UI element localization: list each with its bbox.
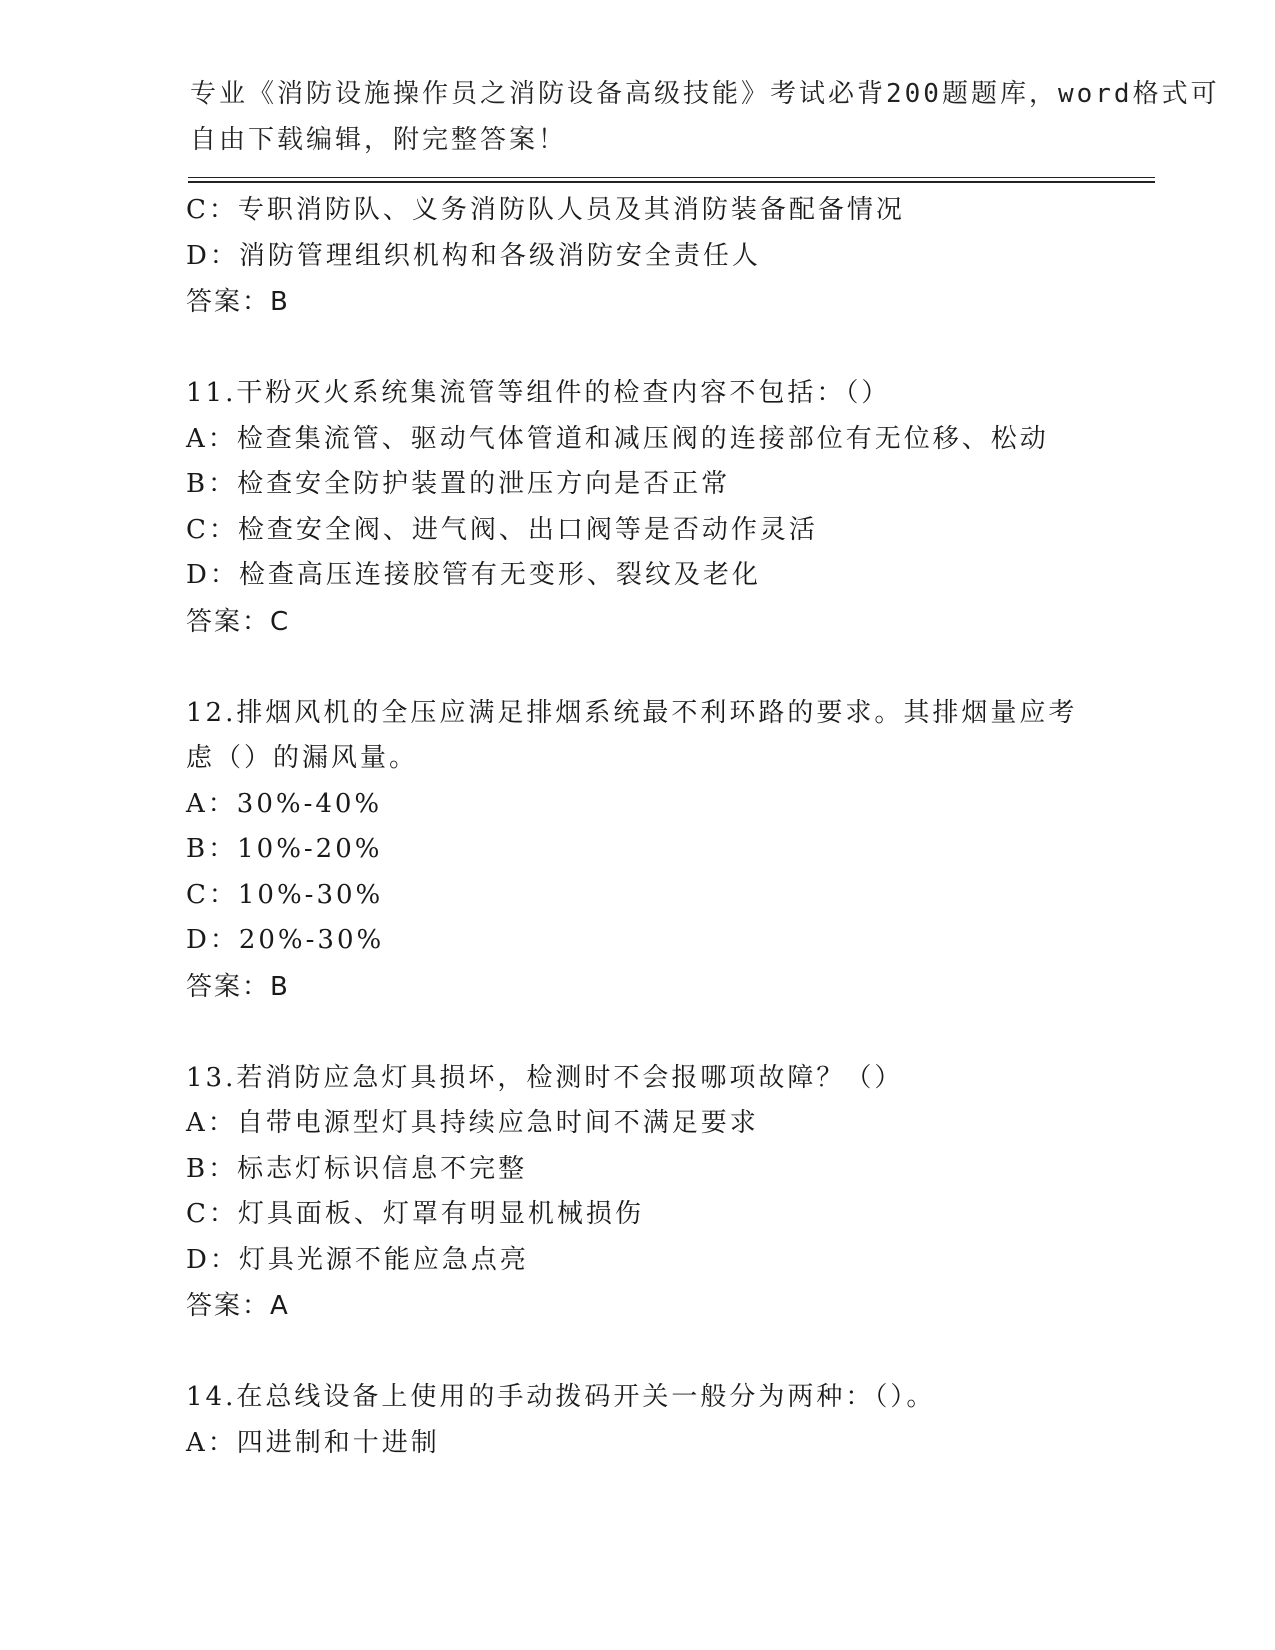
- question-title-line-1: 12.排烟风机的全压应满足排烟系统最不利环路的要求。其排烟量应考: [186, 697, 1078, 728]
- option-c: C：专职消防队、义务消防队人员及其消防装备配备情况: [186, 195, 905, 225]
- option-b: B：检查安全防护装置的泄压方向是否正常: [186, 469, 731, 499]
- document-header: [190, 72, 1220, 163]
- option-a: A：四进制和十进制: [186, 1427, 440, 1458]
- option-d: D：灯具光源不能应急点亮: [186, 1244, 529, 1275]
- option-c: C：灯具面板、灯罩有明显机械损伤: [186, 1199, 644, 1229]
- question-12: [186, 691, 1146, 1010]
- answer: 答案：A: [186, 1291, 290, 1321]
- header-line-1: 专业《消防设施操作员之消防设备高级技能》考试必背200题题库，word格式可: [190, 79, 1220, 109]
- question-title: 11.干粉灭火系统集流管等组件的检查内容不包括：（）: [186, 378, 891, 408]
- option-d: D：20%-30%: [186, 925, 385, 955]
- answer: 答案：C: [186, 606, 291, 637]
- question-14: [186, 1375, 1146, 1466]
- question-list: [186, 188, 1146, 1466]
- option-b: B：标志灯标识信息不完整: [186, 1153, 528, 1184]
- header-line-2: 自由下载编辑，附完整答案！: [190, 124, 568, 155]
- question-11: [186, 371, 1146, 645]
- option-d: D：检查高压连接胶管有无变形、裂纹及老化: [186, 560, 761, 590]
- question-title: 13.若消防应急灯具损坏，检测时不会报哪项故障？（）: [186, 1062, 904, 1093]
- option-a: A：自带电源型灯具持续应急时间不满足要求: [186, 1108, 759, 1138]
- option-a: A：30%-40%: [186, 788, 383, 819]
- option-c: C：检查安全阀、进气阀、出口阀等是否动作灵活: [186, 514, 818, 545]
- option-a: A：检查集流管、驱动气体管道和减压阀的连接部位有无位移、松动: [186, 423, 1049, 454]
- question-partial: [186, 188, 1146, 325]
- answer: 答案：B: [186, 971, 290, 1002]
- option-b: B：10%-20%: [186, 834, 383, 864]
- question-13: [186, 1056, 1146, 1330]
- option-c: C：10%-30%: [186, 879, 384, 910]
- option-d: D：消防管理组织机构和各级消防安全责任人: [186, 240, 761, 271]
- question-title-line-2: 虑（）的漏风量。: [186, 743, 419, 773]
- question-title: 14.在总线设备上使用的手动拨码开关一般分为两种：（）。: [186, 1382, 936, 1412]
- answer: 答案：B: [186, 287, 290, 317]
- header-divider-thin: [188, 177, 1155, 178]
- header-divider-thick: [188, 181, 1155, 183]
